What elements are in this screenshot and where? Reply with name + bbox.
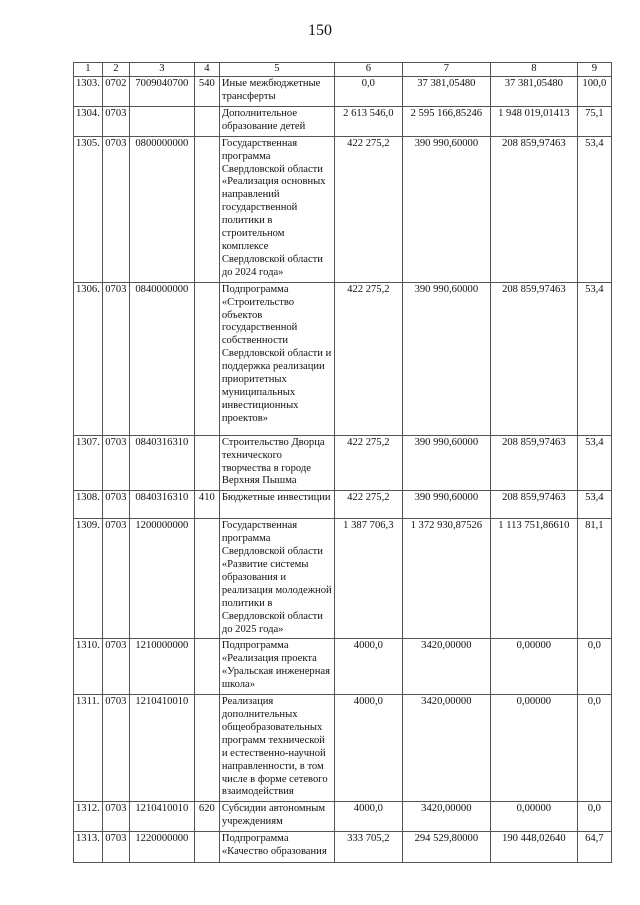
section-code: 0703: [102, 695, 129, 802]
amount-col7: 2 595 166,85246: [402, 106, 490, 136]
amount-col8: 0,00000: [490, 695, 577, 802]
amount-col8: 208 859,97463: [490, 491, 577, 519]
column-header-6: 6: [334, 63, 402, 77]
target-article-code: 0840316310: [129, 435, 194, 491]
percent-col9: 53,4: [577, 282, 611, 435]
item-name: Субсидии автономным учреждениям: [219, 802, 334, 832]
table-row: [74, 695, 612, 802]
row-number: 1309.: [74, 519, 103, 639]
amount-col8: 190 448,02640: [490, 832, 577, 863]
column-header-4: 4: [194, 63, 219, 77]
percent-col9: 0,0: [577, 639, 611, 695]
percent-col9: 0,0: [577, 802, 611, 832]
amount-col7: 390 990,60000: [402, 136, 490, 282]
row-number: 1310.: [74, 639, 103, 695]
row-number: 1304.: [74, 106, 103, 136]
page-number: 150: [308, 22, 332, 39]
amount-col6: 422 275,2: [334, 282, 402, 435]
expense-type-code: [194, 695, 219, 802]
item-name: Подпрограмма «Качество образования: [219, 832, 334, 863]
column-header-3: 3: [129, 63, 194, 77]
section-code: 0703: [102, 136, 129, 282]
expense-type-code: [194, 435, 219, 491]
table-row: [74, 282, 612, 435]
item-name: Дополнительное образование детей: [219, 106, 334, 136]
amount-col6: 4000,0: [334, 695, 402, 802]
table-row: [74, 76, 612, 106]
row-number: 1307.: [74, 435, 103, 491]
percent-col9: 75,1: [577, 106, 611, 136]
expense-type-code: [194, 519, 219, 639]
section-code: 0703: [102, 802, 129, 832]
target-article-code: 1210410010: [129, 695, 194, 802]
column-header-1: 1: [74, 63, 103, 77]
section-code: 0703: [102, 491, 129, 519]
amount-col7: 3420,00000: [402, 802, 490, 832]
item-name: Иные межбюджетные трансферты: [219, 76, 334, 106]
row-number: 1303.: [74, 76, 103, 106]
percent-col9: 64,7: [577, 832, 611, 863]
amount-col6: 4000,0: [334, 639, 402, 695]
target-article-code: 1210410010: [129, 802, 194, 832]
amount-col7: 390 990,60000: [402, 491, 490, 519]
table-row: [74, 639, 612, 695]
table-row: [74, 106, 612, 136]
item-name: Бюджетные инвестиции: [219, 491, 334, 519]
amount-col6: 0,0: [334, 76, 402, 106]
target-article-code: 1220000000: [129, 832, 194, 863]
item-name: Строительство Дворца технического творчества в городе Верхняя Пышма: [219, 435, 334, 491]
target-article-code: 1200000000: [129, 519, 194, 639]
amount-col6: 333 705,2: [334, 832, 402, 863]
amount-col7: 390 990,60000: [402, 435, 490, 491]
amount-col6: 422 275,2: [334, 435, 402, 491]
section-code: 0703: [102, 282, 129, 435]
table-row: [74, 435, 612, 491]
target-article-code: [129, 106, 194, 136]
row-number: 1306.: [74, 282, 103, 435]
item-name: Подпрограмма «Строительство объектов государственной собственности Свердловской области и поддержка реализации приоритетных муниципальных инвестиционных проектов»: [219, 282, 334, 435]
percent-col9: 53,4: [577, 136, 611, 282]
item-name: Государственная программа Свердловской области «Реализация основных направлений государственной политики в строительном комплексе Свердловской области до 2024 года»: [219, 136, 334, 282]
target-article-code: 7009040700: [129, 76, 194, 106]
amount-col8: 0,00000: [490, 802, 577, 832]
section-code: 0703: [102, 435, 129, 491]
section-code: 0703: [102, 832, 129, 863]
section-code: 0703: [102, 106, 129, 136]
amount-col8: 208 859,97463: [490, 435, 577, 491]
amount-col7: 390 990,60000: [402, 282, 490, 435]
target-article-code: 0840316310: [129, 491, 194, 519]
row-number: 1311.: [74, 695, 103, 802]
column-header-8: 8: [490, 63, 577, 77]
amount-col8: 37 381,05480: [490, 76, 577, 106]
expense-type-code: [194, 106, 219, 136]
expense-type-code: 620: [194, 802, 219, 832]
amount-col7: 1 372 930,87526: [402, 519, 490, 639]
expense-type-code: 410: [194, 491, 219, 519]
column-header-9: 9: [577, 63, 611, 77]
item-name: Реализация дополнительных общеобразовательных программ технической и естественно-научной направленности, в том числе в форме сетевого взаимодействия: [219, 695, 334, 802]
target-article-code: 0800000000: [129, 136, 194, 282]
amount-col6: 422 275,2: [334, 491, 402, 519]
amount-col8: 208 859,97463: [490, 282, 577, 435]
amount-col6: 422 275,2: [334, 136, 402, 282]
item-name: Государственная программа Свердловской области «Развитие системы образования и реализация молодежной политики в Свердловской области до 2025 года»: [219, 519, 334, 639]
table-row: [74, 491, 612, 519]
section-code: 0703: [102, 639, 129, 695]
row-number: 1313.: [74, 832, 103, 863]
amount-col8: 1 948 019,01413: [490, 106, 577, 136]
row-number: 1312.: [74, 802, 103, 832]
percent-col9: 53,4: [577, 491, 611, 519]
section-code: 0702: [102, 76, 129, 106]
percent-col9: 53,4: [577, 435, 611, 491]
table-row: [74, 802, 612, 832]
item-name: Подпрограмма «Реализация проекта «Уральская инженерная школа»: [219, 639, 334, 695]
row-number: 1305.: [74, 136, 103, 282]
amount-col6: 1 387 706,3: [334, 519, 402, 639]
column-header-2: 2: [102, 63, 129, 77]
table-row: [74, 519, 612, 639]
amount-col7: 3420,00000: [402, 695, 490, 802]
amount-col6: 4000,0: [334, 802, 402, 832]
expense-type-code: [194, 282, 219, 435]
section-code: 0703: [102, 519, 129, 639]
percent-col9: 100,0: [577, 76, 611, 106]
target-article-code: 1210000000: [129, 639, 194, 695]
expense-type-code: [194, 136, 219, 282]
amount-col8: 0,00000: [490, 639, 577, 695]
amount-col7: 294 529,80000: [402, 832, 490, 863]
expense-type-code: 540: [194, 76, 219, 106]
amount-col6: 2 613 546,0: [334, 106, 402, 136]
column-header-5: 5: [219, 63, 334, 77]
table-row: [74, 832, 612, 863]
header-row: [74, 63, 612, 77]
amount-col8: 1 113 751,86610: [490, 519, 577, 639]
budget-table: [73, 62, 612, 863]
column-header-7: 7: [402, 63, 490, 77]
amount-col7: 37 381,05480: [402, 76, 490, 106]
amount-col7: 3420,00000: [402, 639, 490, 695]
row-number: 1308.: [74, 491, 103, 519]
percent-col9: 0,0: [577, 695, 611, 802]
amount-col8: 208 859,97463: [490, 136, 577, 282]
table-row: [74, 136, 612, 282]
expense-type-code: [194, 832, 219, 863]
percent-col9: 81,1: [577, 519, 611, 639]
target-article-code: 0840000000: [129, 282, 194, 435]
expense-type-code: [194, 639, 219, 695]
